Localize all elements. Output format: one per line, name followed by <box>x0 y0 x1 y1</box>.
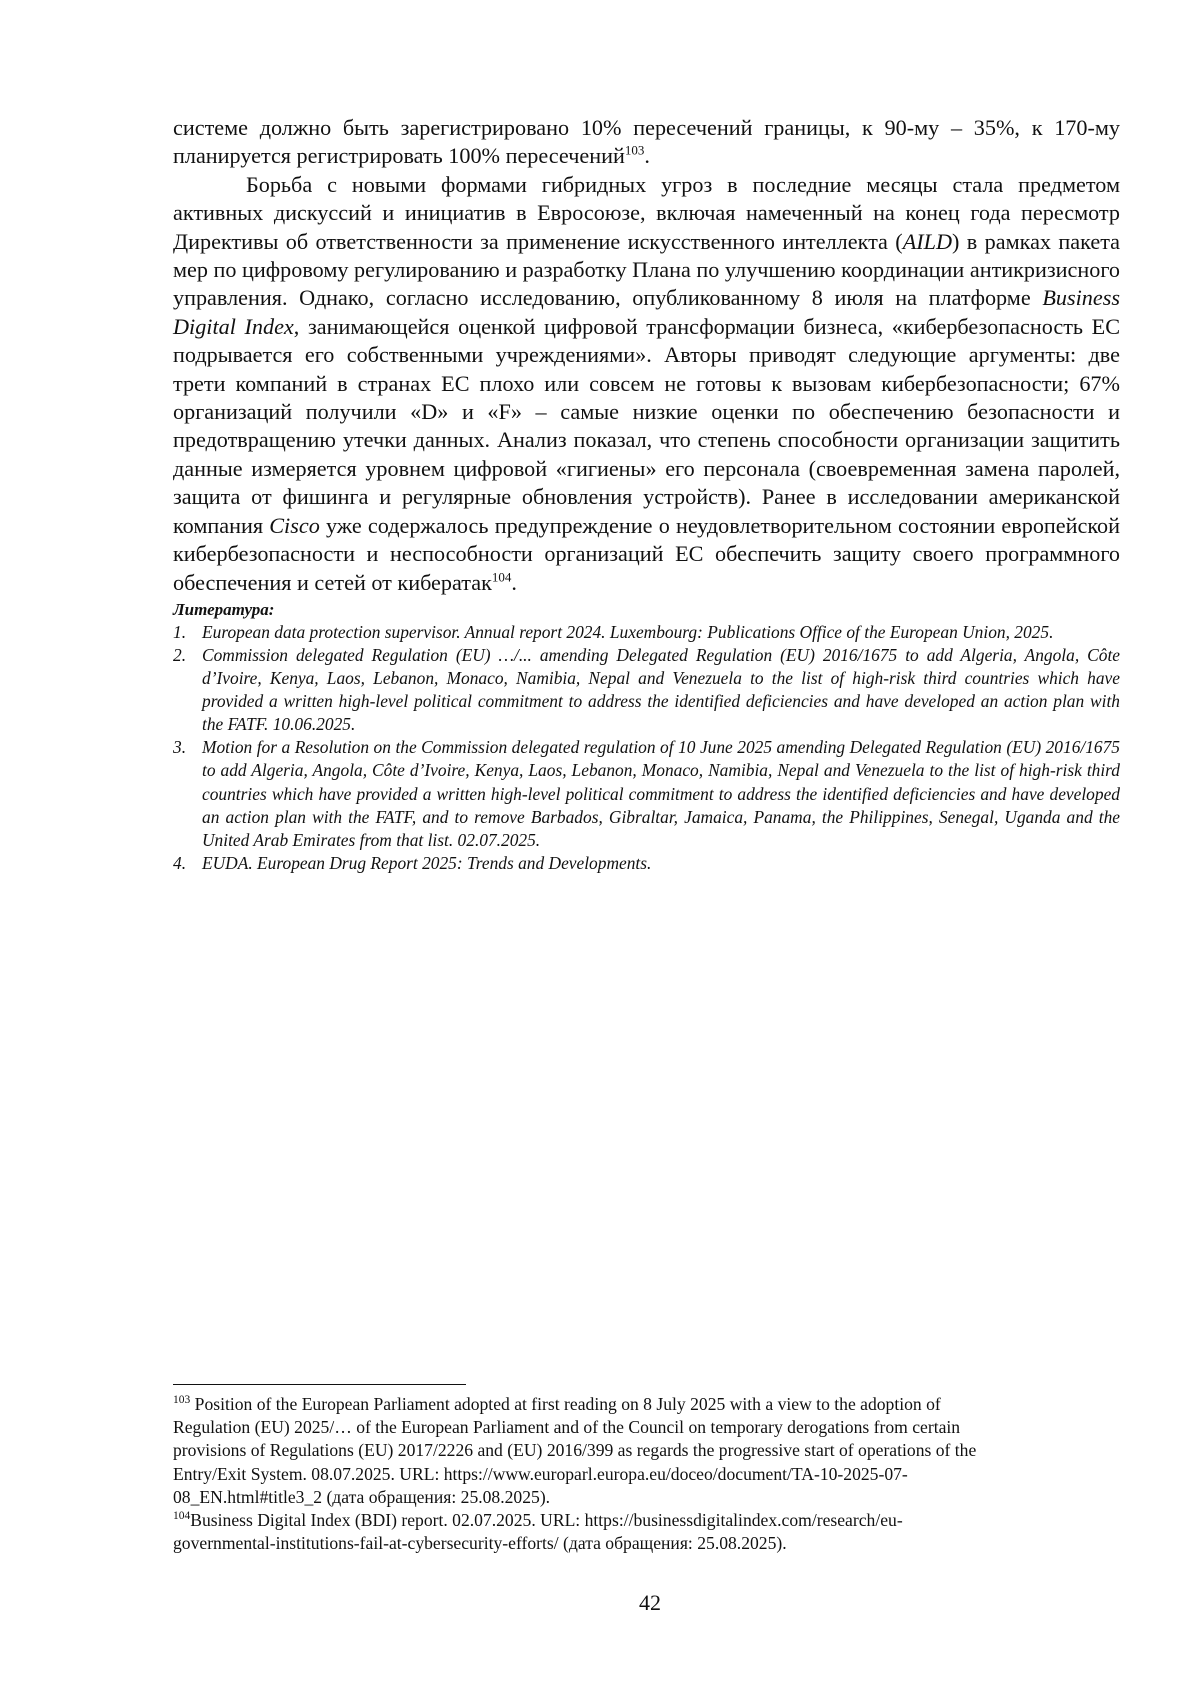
footnote-line: Regulation (EU) 2025/… of the European Parliament and of the Council on temporary derogations from certain <box>173 1417 961 1438</box>
paragraph-2-part-3: , занимающейся оценкой цифровой трансформации бизнеса, «кибербезопасность ЕС подрывается его собственными учреждениями». Авторы приводят следующие аргументы: две трети компаний в странах ЕС плохо или совсем не готовы к вызовам кибербезопасности; 67% организаций получили «D» и «F» – самые низкие оценки по обеспечению безопасности и предотвращению утечки данных. Анализ показал, что степень способности организации защитить данные измеряется уровнем цифровой «гигиены» его персонала (своевременная замена паролей, защита от фишинга и регулярные обновления устройств). Ранее в исследовании американской компания <box>173 313 1121 538</box>
literature-heading: Литература: <box>173 599 275 619</box>
paragraph-2 <box>173 171 1120 597</box>
literature-item-number: 3. <box>173 737 187 758</box>
footnote-line <box>173 1509 1133 1532</box>
footnote-separator <box>173 1384 466 1385</box>
footnote-line <box>173 1393 1133 1416</box>
paragraph-2-part-2: ) в рамках пакета мер по цифровому регулированию и разработку Плана по улучшению координации антикризисного управления. Однако, согласно исследованию, опубликованному 8 июля на платформе <box>173 228 1121 311</box>
literature-list <box>173 621 1120 875</box>
literature-item <box>173 736 1120 851</box>
literature-item-text: European data protection supervisor. Annual report 2024. Luxembourg: Publications Office of the European Union, 2025. <box>202 621 1054 642</box>
paragraph-2-end: . <box>511 569 517 595</box>
page-number: 42 <box>639 1590 661 1615</box>
footnote-103 <box>173 1393 1133 1509</box>
literature-item-text: Motion for a Resolution on the Commission delegated regulation of 10 June 2025 amending Delegated Regulation (EU) 2016/1675 to add Algeria, Angola, Côte d’Ivoire, Kenya, Laos, Lebanon, Monaco, Namibia, Nepal and Venezuela to the list of high-risk third countries which have provided a written high-level political commitment to address the identified deficiencies and have developed an action plan with the FATF, and to remove Barbados, Gibraltar, Jamaica, Panama, the Philippines, Senegal, Uganda and the United Arab Emirates from that list. 02.07.2025. <box>202 737 1120 850</box>
footnotes <box>173 1393 1133 1555</box>
literature-item-text: EUDA. European Drug Report 2025: Trends and Developments. <box>202 852 652 873</box>
footnote-line[interactable]: governmental-institutions-fail-at-cybersecurity-efforts/ (дата обращения: 25.08.2025). <box>173 1533 787 1554</box>
term-aild: AILD <box>902 228 952 254</box>
footnote-104 <box>173 1509 1133 1555</box>
literature-item <box>173 852 1120 875</box>
literature-item-number: 4. <box>173 852 187 873</box>
term-cisco: Cisco <box>269 512 320 538</box>
footnote-line[interactable]: Entry/Exit System. 08.07.2025. URL: https://www.europarl.europa.eu/doceo/document/TA-10-2025-07- <box>173 1463 908 1484</box>
footnote-line: provisions of Regulations (EU) 2017/2226 and (EU) 2016/399 as regards the progressive start of operations of the <box>173 1440 977 1461</box>
literature-item-number: 2. <box>173 645 187 665</box>
main-text <box>173 114 1120 875</box>
paragraph-1 <box>173 114 1120 171</box>
literature-item <box>173 621 1120 644</box>
footnote-number: 104 <box>173 1510 191 1523</box>
paragraph-2-part-1: Борьба с новыми формами гибридных угроз в последние месяцы стала предметом активных дискуссий и инициатив в Евросоюзе, включая намеченный на конец года пересмотр Директивы об ответственности за применение искусственного интеллекта ( <box>173 171 1120 254</box>
term-business-digital-index: Business Digital Index <box>173 285 1120 339</box>
paragraph-1-end: . <box>644 143 650 169</box>
footnote-text[interactable]: Business Digital Index (BDI) report. 02.07.2025. URL: https://businessdigitalindex.com/research/eu- <box>190 1510 903 1531</box>
footnote-text: Position of the European Parliament adopted at first reading on 8 July 2025 with a view to the adoption of <box>194 1394 941 1414</box>
footnote-line[interactable]: 08_EN.html#title3_2 (дата обращения: 25.08.2025). <box>173 1486 551 1507</box>
literature-item-text: Commission delegated Regulation (EU) …/... amending Delegated Regulation (EU) 2016/1675 to add Algeria, Angola, Côte d’Ivoire, Kenya, Laos, Lebanon, Monaco, Namibia, Nepal and Venezuela to the list of high-risk third countries which have provided a written high-level political commitment to address the identified deficiencies and have developed an action plan with the FATF. 10.06.2025. <box>202 645 1120 735</box>
footnote-ref-104[interactable]: 104 <box>491 569 512 585</box>
footnote-ref-103[interactable]: 103 <box>624 143 645 159</box>
literature-item <box>173 644 1120 736</box>
paragraph-2-part-4: уже содержалось предупреждение о неудовлетворительном состоянии европейской кибербезопасности и неспособности организаций ЕС обеспечить защиту своего программного обеспечения и сетей от кибератак <box>173 512 1120 595</box>
paragraph-1-text: системе должно быть зарегистрировано 10% пересечений границы, к 90-му – 35%, к 170-му планируется регистрировать 100% пересечений <box>173 115 1120 169</box>
literature-item-number: 1. <box>173 621 187 642</box>
footnote-number: 103 <box>173 1394 191 1407</box>
